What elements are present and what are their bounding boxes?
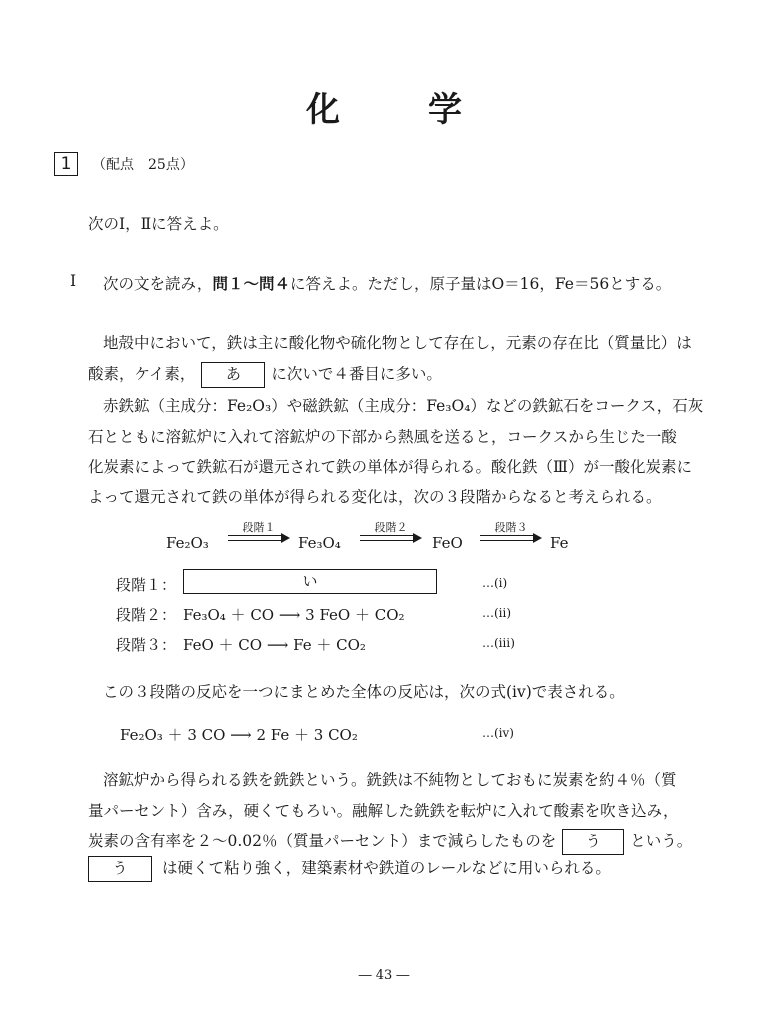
blank-u-box: う: [562, 829, 624, 855]
para1-line2-post: に次いで４番目に多い。: [271, 365, 442, 383]
scheme-fe3o4: Fe₃O₄: [298, 534, 341, 552]
scheme-arrow-3-label: 段階３: [494, 521, 528, 534]
para2-line4: よって還元されて鉄の単体が得られる変化は，次の３段階からなると考えられる。: [88, 488, 662, 506]
para2-line2: 石とともに溶鉱炉に入れて溶鉱炉の下部から熱風を送ると，コークスから生じた一酸: [88, 428, 677, 446]
para1-line1: 地殻中において，鉄は主に酸化物や硫化物として存在し，元素の存在比（質量比）は: [103, 334, 692, 352]
scheme-fe: Fe: [550, 534, 569, 552]
blank-i-box: い: [183, 569, 437, 594]
part-instruction: [103, 272, 671, 294]
title-right: 学: [428, 90, 462, 130]
scheme-arrow-1: [228, 522, 290, 542]
part-instruction-b: 問１～問４: [212, 274, 290, 293]
para3-line2: 量パーセント）含み，硬くてもろい。融解した銑鉄を転炉に入れて酸素を吹き込み，: [88, 802, 679, 820]
title-left: 化: [306, 90, 340, 130]
scheme-feo: FeO: [432, 534, 463, 552]
page-title: [0, 82, 768, 131]
blank-u-box-2: う: [88, 856, 152, 882]
para3-line3-pre: 炭素の含有率を２～0.02％（質量パーセント）まで減らしたものを: [88, 832, 557, 850]
step3-equation: FeO ＋ CO ⟶ Fe ＋ CO₂: [183, 636, 366, 654]
para3-line1: 溶鉱炉から得られる鉄を銑鉄という。銑鉄は不純物としておもに炭素を約４％（質: [103, 771, 677, 789]
scheme-arrow-2: [360, 522, 422, 542]
scheme-fe2o3: Fe₂O₃: [166, 534, 209, 552]
para3-line3: [88, 829, 692, 855]
page-number: ― 43 ―: [358, 968, 410, 983]
question-number: 1: [54, 152, 78, 176]
scheme-arrow-2-label: 段階２: [374, 521, 408, 534]
blank-a-box: あ: [201, 362, 265, 388]
overall-equation: Fe₂O₃ ＋ 3 CO ⟶ 2 Fe ＋ 3 CO₂: [120, 726, 358, 744]
para2-line1: 赤鉄鉱（主成分：Fe₂O₃）や磁鉄鉱（主成分：Fe₃O₄）などの鉄鉱石をコークス，石灰: [103, 397, 704, 415]
part-instruction-a: 次の文を読み，: [103, 275, 213, 293]
step1-tag: …(ⅰ): [482, 576, 508, 590]
part-instruction-c: に答えよ。ただし，原子量はO＝16，Fe＝56とする。: [289, 275, 672, 293]
scheme-arrow-1-label: 段階１: [242, 521, 276, 534]
para2-line3: 化炭素によって鉄鉱石が還元されて鉄の単体が得られる。酸化鉄（Ⅲ）が一酸化炭素に: [88, 458, 692, 476]
step2-tag: …(ⅱ): [482, 606, 512, 620]
step2-equation: Fe₃O₄ ＋ CO ⟶ 3 FeO ＋ CO₂: [183, 606, 405, 624]
step1-label: 段階１：: [116, 576, 177, 594]
overall-text: この３段階の反応を一つにまとめた全体の反応は，次の式(ⅳ)で表される。: [103, 683, 625, 701]
scheme-arrow-3: [480, 522, 542, 542]
para1-line2-pre: 酸素，ケイ素，: [88, 365, 196, 383]
para3-line3-post: という。: [630, 832, 693, 850]
para3-line4: [88, 856, 611, 882]
para3-line4-post: は硬くて粘り強く，建築素材や鉄道のレールなどに用いられる。: [162, 859, 611, 877]
step2-label: 段階２：: [116, 606, 177, 624]
intro-text: 次のⅠ，Ⅱに答えよ。: [88, 215, 229, 233]
step3-label: 段階３：: [116, 636, 177, 654]
question-points: （配点 25点）: [92, 157, 194, 173]
part-numeral: Ⅰ: [70, 272, 77, 290]
overall-tag: …(ⅳ): [482, 726, 514, 740]
step3-tag: …(ⅲ): [482, 636, 515, 650]
para1-line2: [88, 362, 442, 388]
